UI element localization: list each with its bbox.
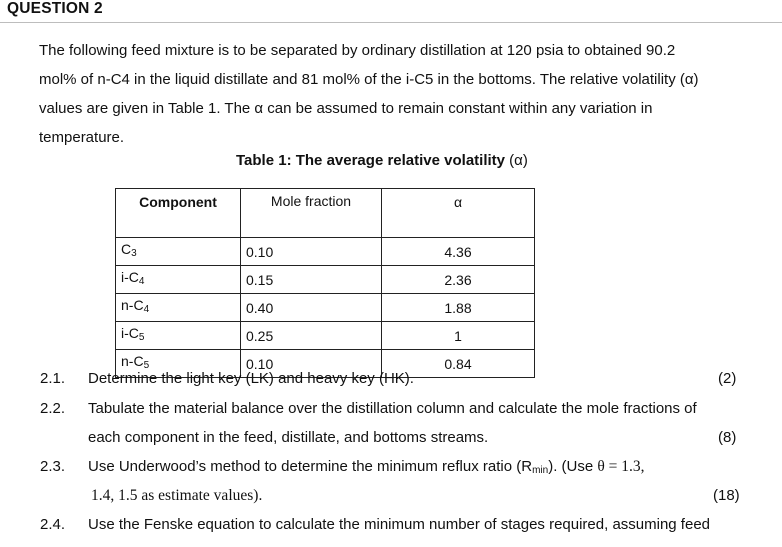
question-2-1 (0, 370, 782, 392)
mole-fraction-cell: 0.25 (241, 322, 382, 350)
question-marks: (18) (713, 487, 740, 504)
question-number: 2.3. (40, 458, 66, 475)
question-text-continued: each component in the feed, distillate, and bottoms streams. (88, 429, 489, 446)
paragraph-line: mol% of n-C4 in the liquid distillate and 81 mol% of the i-C5 in the bottoms. The relative volatility (α) (39, 71, 699, 88)
question-text: Use Underwood’s method to determine the minimum reflux ratio $(R_{min})$. (Use θ = 1.3, (88, 458, 645, 476)
mole-fraction-cell: 0.15 (241, 266, 382, 294)
mole-fraction-cell: 0.10 (241, 238, 382, 266)
table-row (116, 238, 535, 266)
alpha-cell: 1.88 (382, 294, 535, 322)
question-text: Tabulate the material balance over the distillation column and calculate the mole fractions of (88, 400, 697, 417)
paragraph-line: temperature. (39, 129, 125, 146)
paragraph-line: values are given in Table 1. The α can be assumed to remain constant within any variation in (39, 100, 653, 117)
volatility-table (115, 188, 535, 378)
alpha-cell: 0.84 (382, 350, 535, 378)
question-marks: (2) (718, 370, 737, 387)
question-2-4 (0, 516, 782, 538)
subscript-min: min (532, 465, 549, 476)
paragraph-line: The following feed mixture is to be separated by ordinary distillation at 120 psia to obtained 90.2 (39, 42, 676, 59)
question-2-3-cont (0, 487, 782, 509)
alpha-cell: 2.36 (382, 266, 535, 294)
component-cell: $C_3$ (116, 238, 241, 266)
table-caption (236, 152, 528, 169)
table-caption-symbol: (α) (509, 152, 528, 169)
component-cell: $n-C_5$ (116, 350, 241, 378)
mole-fraction-cell: 0.40 (241, 294, 382, 322)
alpha-cell: 4.36 (382, 238, 535, 266)
table-body (116, 238, 535, 378)
theta-expression: θ = 1.3, (597, 458, 645, 475)
question-number: 2.1. (40, 370, 66, 387)
question-text: Use the Fenske equation to calculate the minimum number of stages required, assuming feed (88, 516, 711, 533)
header-alpha: α (382, 189, 535, 238)
component-cell: $n-C_4$ (116, 294, 241, 322)
question-number: 2.2. (40, 400, 66, 417)
question-text-continued: 1.4, 1.5 as estimate values). (91, 487, 263, 504)
question-2-2 (0, 400, 782, 422)
question-heading: QUESTION 2 (7, 0, 103, 17)
table-header-row (116, 189, 535, 238)
header-mole-fraction: Mole fraction (241, 189, 382, 238)
table-row (116, 322, 535, 350)
question-number: 2.4. (40, 516, 66, 533)
alpha-cell: 1 (382, 322, 535, 350)
question-2-3 (0, 458, 782, 480)
mole-fraction-cell: 0.10 (241, 350, 382, 378)
question-2-2-cont (0, 429, 782, 451)
component-cell: $i-C_5$ (116, 322, 241, 350)
question-text: Determine the light key (LK) and heavy key (HK). (88, 370, 414, 387)
table-row (116, 294, 535, 322)
table-row (116, 266, 535, 294)
question-marks: (8) (718, 429, 737, 446)
header-component: Component (116, 189, 241, 238)
problem-statement (39, 36, 747, 152)
component-cell: $i-C_4$ (116, 266, 241, 294)
question-heading-bar (0, 0, 782, 23)
table-caption-text: Table 1: The average relative volatility (236, 152, 510, 169)
